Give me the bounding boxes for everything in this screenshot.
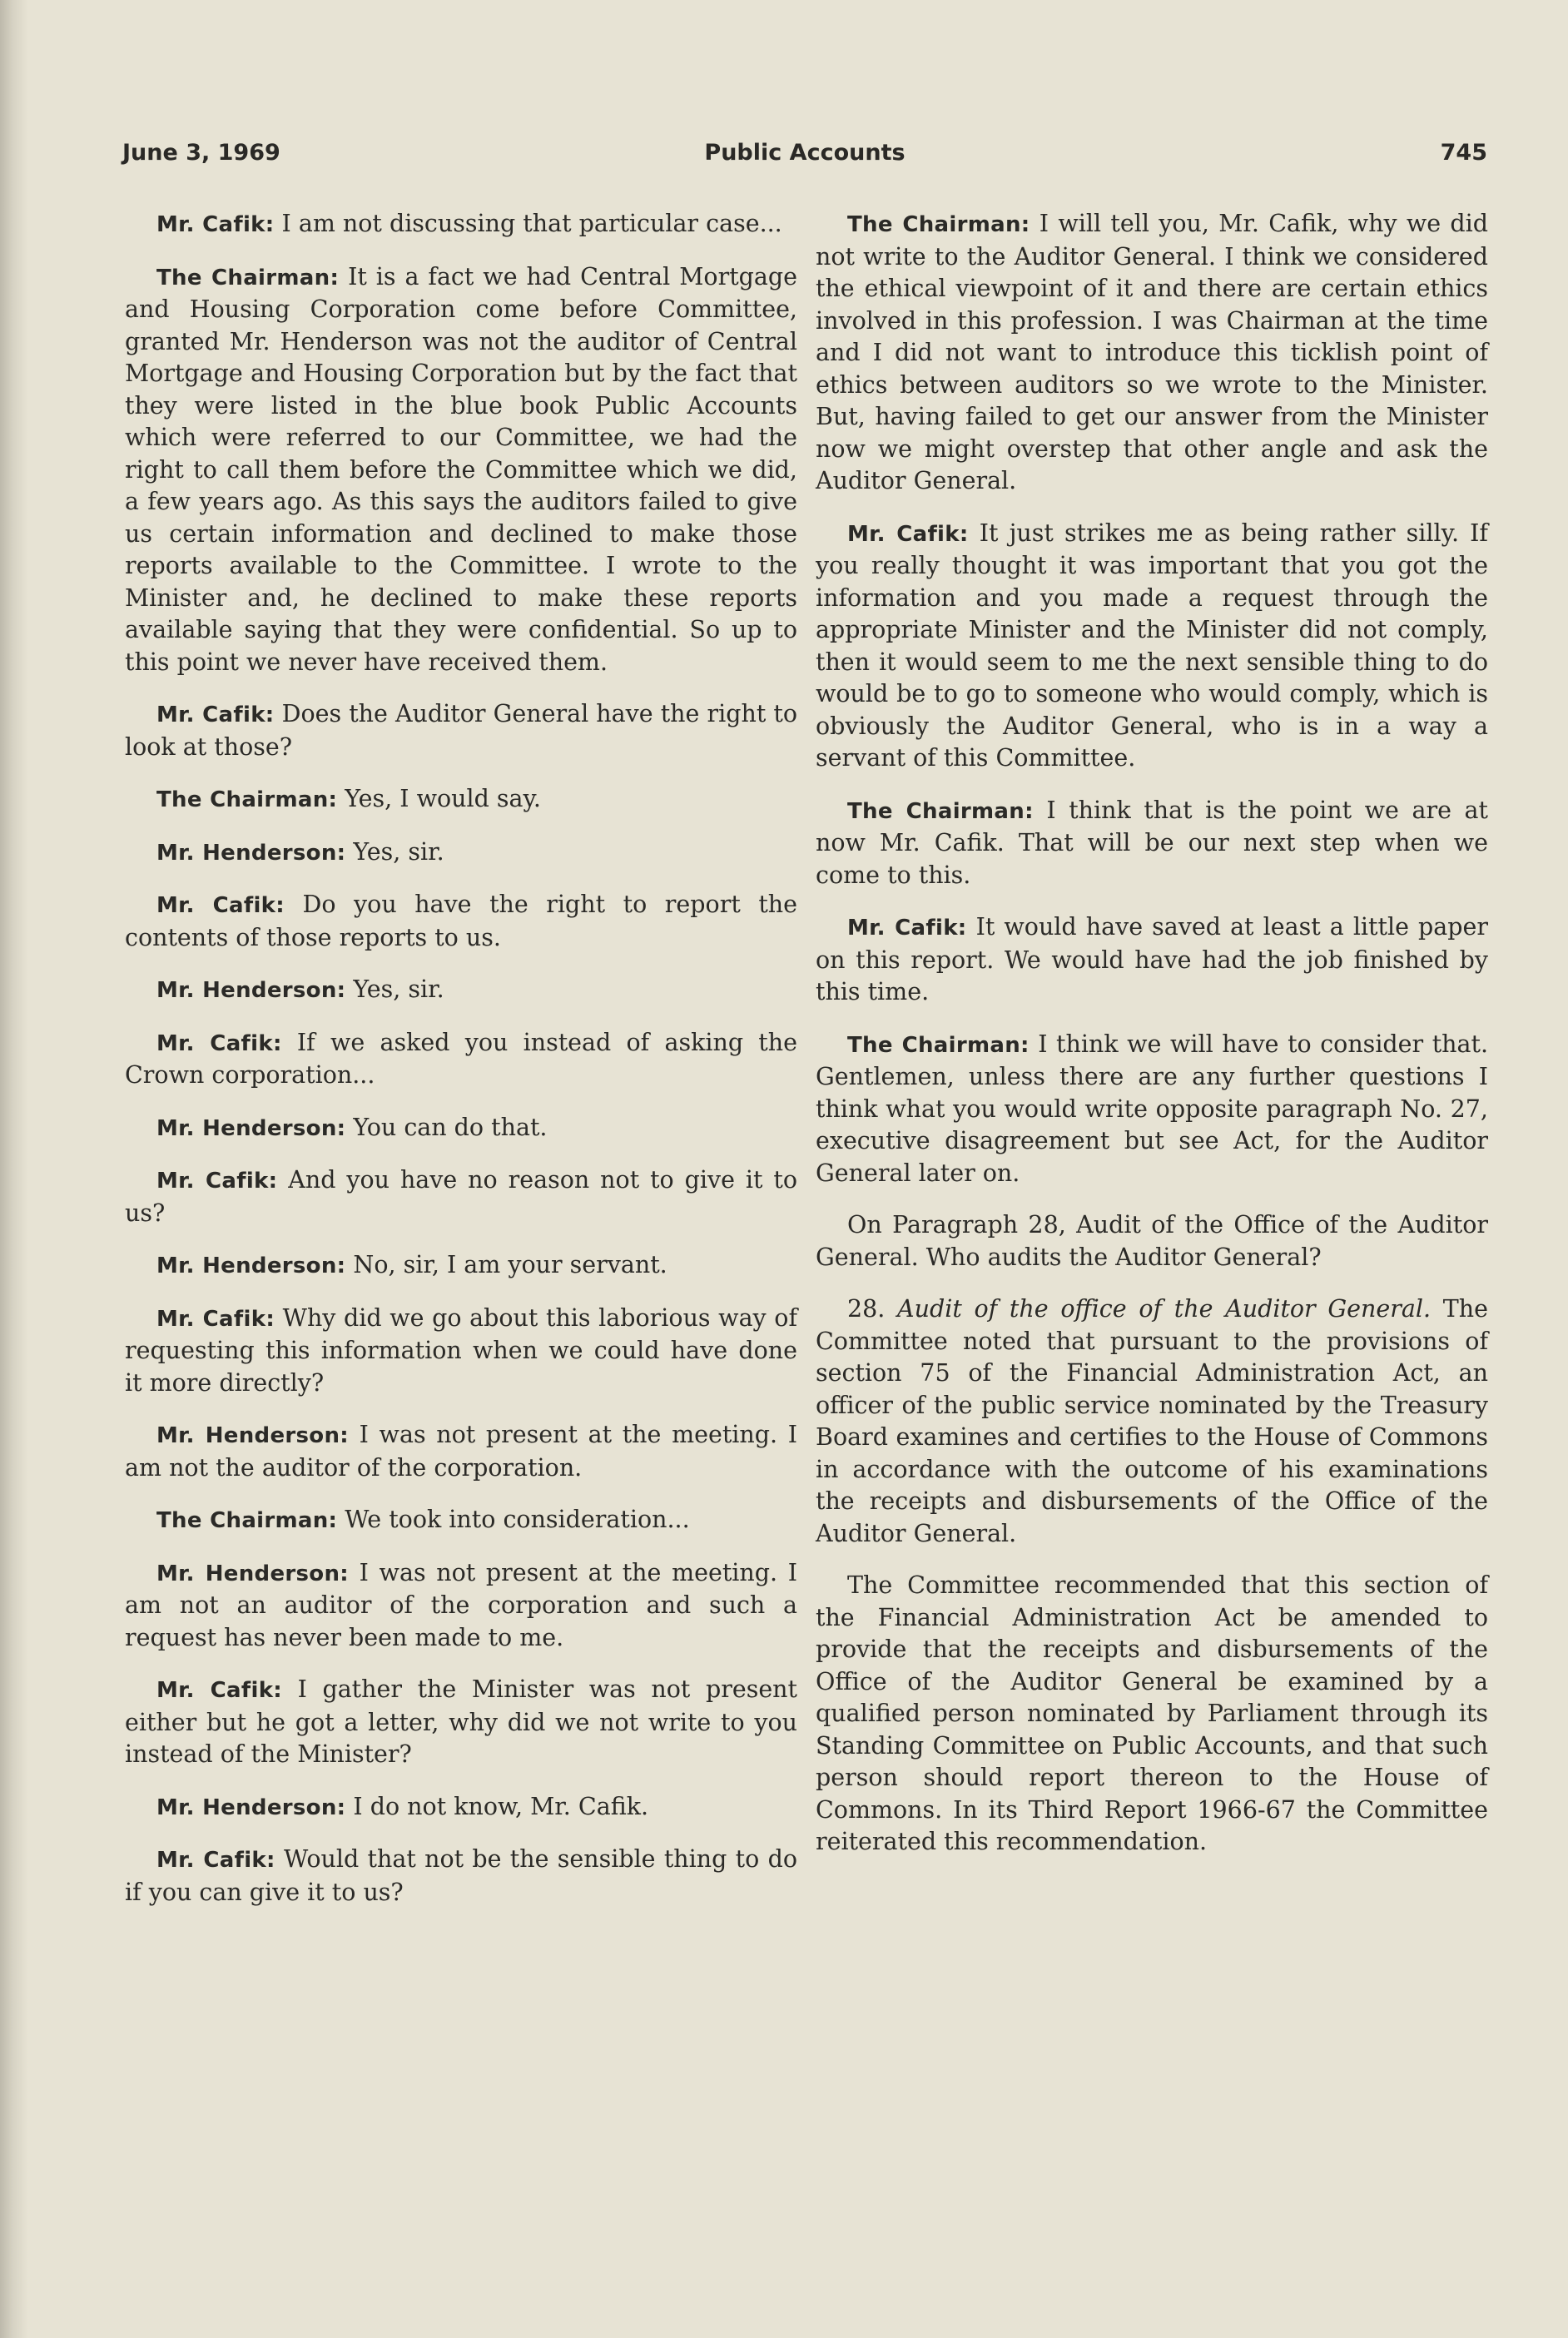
speaker-label: Mr. Henderson:: [156, 1253, 346, 1278]
speaker-label: Mr. Cafik:: [847, 521, 969, 547]
speech-text: Do you have the right to report the contents of those reports to us.: [125, 891, 797, 951]
speech-text: I think that is the point we are at now Mr. Cafik. That will be our next step when we come to this.: [816, 796, 1488, 889]
page-number: 745: [1440, 140, 1487, 166]
paragraph: [125, 836, 797, 870]
speaker-label: Mr. Henderson:: [156, 1423, 349, 1448]
speaker-label: Mr. Henderson:: [156, 978, 346, 1003]
paragraph: [125, 1844, 797, 1909]
paragraph: [125, 1027, 797, 1092]
speech-text: Yes, I would say.: [337, 785, 541, 812]
speech-text: I am not discussing that particular case...: [274, 210, 782, 237]
paragraph: [125, 1674, 797, 1771]
running-header: [122, 140, 1487, 173]
speech-text: Does the Auditor General have the right to look at those?: [125, 700, 797, 761]
speaker-label: The Chairman:: [847, 798, 1034, 824]
speech-text: It just strikes me as being rather silly. If you really thought it was important that you got the information and you made a request through the appropriate Minister and the Minister did not comply, then it would seem to me the next sensible thing to do would be to go to someone who would comply, which is obviously the Auditor General, who is in a way a servant of this Committee.: [816, 519, 1488, 772]
speech-text: It would have saved at least a little paper on this report. We would have had the job finished by this time.: [816, 913, 1488, 1005]
speaker-label: The Chairman:: [847, 212, 1030, 237]
speech-text: Yes, sir.: [345, 975, 444, 1003]
speaker-label: Mr. Cafik:: [156, 1848, 275, 1873]
speech-text: Yes, sir.: [345, 837, 444, 866]
paragraph: [125, 1557, 797, 1655]
paragraph: [816, 1570, 1488, 1859]
speech-text: We took into consideration...: [337, 1506, 690, 1533]
paragraph: [125, 1112, 797, 1145]
speech-text: No, sir, I am your servant.: [345, 1251, 667, 1278]
speaker-label: Mr. Cafik:: [156, 1306, 275, 1332]
paragraph-text: The Committee recommended that this section of the Financial Administration Act be amended to provide that the receipts and disbursements of the Office of the Auditor General be examined by a qualified person nominated by Parliament through its Standing Committee on Public Accounts, and that such person should report thereon to the House of Commons. In its Third Report 1966-67 the Committee reiterated this recommendation.: [816, 1571, 1488, 1855]
speaker-label: Mr. Cafik:: [847, 916, 967, 941]
header-title: Public Accounts: [704, 140, 906, 166]
paragraph: [125, 889, 797, 954]
speaker-label: Mr. Henderson:: [156, 840, 346, 866]
speaker-label: The Chairman:: [847, 1032, 1030, 1058]
speech-text: It is a fact we had Central Mortgage and Housing Corporation come before Committee, granted Mr. Henderson was not the auditor of Central Mortgage and Housing Corporation but by the fact that they were listed in the blue book Public Accounts which were referred to our Committee, we had the right to call them before the Committee which we did, a few years ago. As this says the auditors failed to give us certain information and declined to make those reports available to the Committee. I wrote to the Minister and, he declined to make these reports available saying that they were confidential. So up to this point we never have received them.: [125, 262, 797, 676]
page-binding-shadow: [0, 0, 28, 2338]
speech-text: And you have no reason not to give it to us?: [125, 1166, 797, 1227]
paragraph-number: 28.: [847, 1295, 898, 1323]
speech-text: If we asked you instead of asking the Crown corporation...: [125, 1028, 797, 1089]
paragraph-text: On Paragraph 28, Audit of the Office of the Auditor General. Who audits the Auditor General?: [816, 1211, 1488, 1271]
speaker-label: The Chairman:: [156, 265, 340, 290]
speech-text: I was not present at the meeting. I am not an auditor of the corporation and such a request has never been made to me.: [125, 1558, 797, 1651]
speech-text: I was not present at the meeting. I am not the auditor of the corporation.: [125, 1421, 797, 1482]
speech-text: I gather the Minister was not present either but he got a letter, why did we not write to you instead of the Minister?: [125, 1675, 797, 1768]
paragraph: [125, 1303, 797, 1400]
speaker-label: Mr. Cafik:: [156, 702, 275, 727]
speaker-label: The Chairman:: [156, 787, 338, 812]
speaker-label: Mr. Cafik:: [156, 1678, 282, 1703]
speech-text: I will tell you, Mr. Cafik, why we did not write to the Auditor General. I think we considered the ethical viewpoint of it and there are certain ethics involved in this profession. I was Chairman at the time and I did not want to introduce this ticklish point of ethics between auditors so we wrote to the Minister. But, having failed to get our answer from the Minister now we might overstep that other angle and ask the Auditor General.: [816, 210, 1489, 494]
paragraph-text: The Committee noted that pursuant to the provisions of section 75 of the Financial Administration Act, an officer of the public service nominated by the Treasury Board examines and certifies to the House of Commons in accordance with the outcome of his examinations the receipts and disbursements of the Office of the Auditor General.: [816, 1295, 1488, 1547]
speaker-label: Mr. Cafik:: [156, 212, 275, 237]
left-column: [125, 208, 797, 1928]
speech-text: Why did we go about this laborious way of requesting this information when we could have done it more directly?: [125, 1303, 797, 1397]
paragraph: [816, 911, 1488, 1009]
paragraph: [125, 783, 797, 817]
speech-text: You can do that.: [345, 1113, 548, 1141]
speaker-label: Mr. Cafik:: [156, 893, 285, 918]
speaker-label: Mr. Henderson:: [156, 1561, 349, 1586]
speech-text: I think we will have to consider that. Gentlemen, unless there are any further questions I think what you would write opposite paragraph No. 27, executive disagreement but see Act, for the Auditor General later on.: [816, 1030, 1489, 1187]
speaker-label: Mr. Cafik:: [156, 1030, 282, 1056]
paragraph: [816, 1029, 1488, 1190]
paragraph: [816, 208, 1488, 498]
paragraph: [125, 1791, 797, 1824]
paragraph: [125, 208, 797, 241]
paragraph-heading: Audit of the office of the Auditor General.: [897, 1295, 1432, 1323]
paragraph: [816, 1209, 1488, 1273]
speaker-label: Mr. Henderson:: [156, 1115, 346, 1141]
paragraph: [816, 518, 1488, 775]
paragraph: [125, 1249, 797, 1283]
speaker-label: Mr. Cafik:: [156, 1169, 278, 1194]
paragraph: [125, 974, 797, 1007]
paragraph: [125, 698, 797, 763]
paragraph: [125, 261, 797, 679]
paragraph: [125, 1419, 797, 1484]
speaker-label: The Chairman:: [156, 1508, 338, 1533]
speaker-label: Mr. Henderson:: [156, 1794, 346, 1820]
right-column: [816, 208, 1488, 1879]
paragraph: [125, 1504, 797, 1537]
header-date: June 3, 1969: [122, 140, 280, 166]
speech-text: Would that not be the sensible thing to do if you can give it to us?: [125, 1845, 797, 1906]
paragraph: [816, 795, 1488, 892]
speech-text: I do not know, Mr. Cafik.: [345, 1792, 649, 1820]
paragraph: [125, 1164, 797, 1229]
report-paragraph-28: [816, 1293, 1488, 1550]
